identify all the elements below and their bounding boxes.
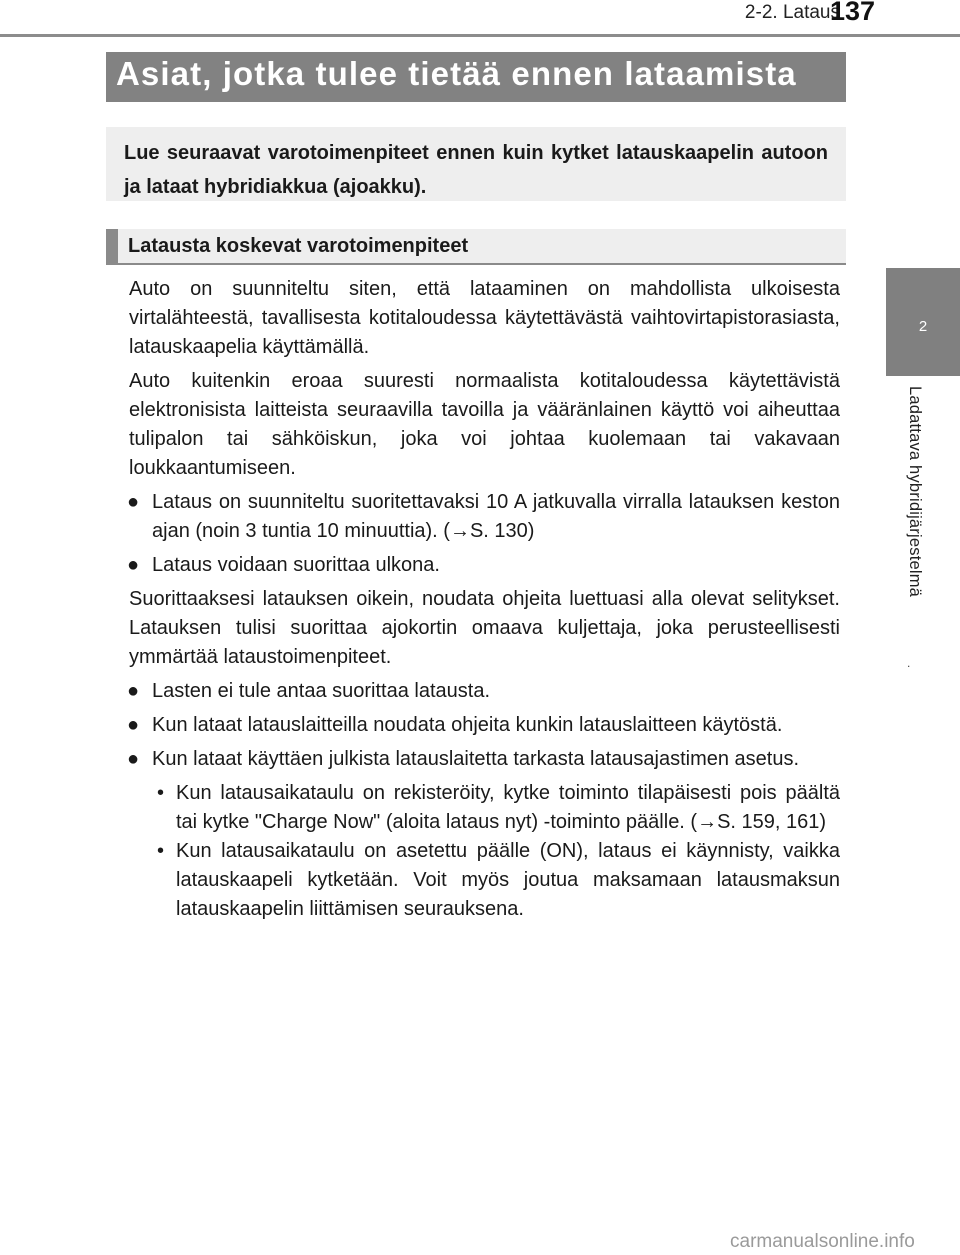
sub-bullet-text: Kun latausaikataulu on asetettu päälle (ON), lataus ei käynnisty, vaikka latauskaapeli kytketään. Voit myös joutua maksamaan latausmaksun latauskaapelin liittämisen seurauksena. [176,840,840,920]
side-tick-mark: . [907,656,911,670]
page-title: Asiat, jotka tulee tietää ennen lataamista [116,55,797,92]
header-divider [0,34,960,37]
bullet-text: Kun lataat käyttäen julkista latauslaitetta tarkasta latausajastimen asetus. [152,748,800,770]
bullet-icon: ● [127,714,140,736]
dot-icon: • [157,782,165,804]
bullet-icon: ● [127,554,140,576]
sub-bullet-item [152,837,840,924]
bullet-text: Lataus voidaan suorittaa ulkona. [152,554,440,576]
page-number: 137 [829,0,875,26]
bullet-text: Kun lataat latauslaitteilla noudata ohjeita kunkin latauslaitteen käytöstä. [152,714,783,736]
subheading: Latausta koskevat varotoimenpiteet [128,235,469,257]
sub-bullet-item [152,779,840,837]
sub-bullet-text: Kun latausaikataulu on rekisteröity, kytke toiminto tilapäisesti pois päältä tai kytke "Charge Now" (aloita lataus nyt) -toiminto päälle. (→S. 159, 161) [176,782,840,833]
dot-icon: • [157,840,165,862]
bullet-item [129,711,840,740]
bullet-text: Lasten ei tule antaa suorittaa latausta. [152,680,491,702]
bullet-item [129,551,840,580]
intro-box: Lue seuraavat varotoimenpiteet ennen kuin kytket latauskaapelin autoon ja lataat hybridiakkua (ajoakku). [106,127,846,201]
chapter-tab [886,268,960,376]
subheading-box [106,229,846,265]
subheading-accent [106,229,118,263]
page-title-bar [106,52,846,102]
bullet-item [129,677,840,706]
paragraph: Suorittaaksesi latauksen oikein, noudata ohjeita luettuasi alla olevat selitykset. Latauksen tulisi suorittaa ajokortin omaava kuljettaja, joka perusteellisesti ymmärtää lataustoimenpiteet. [129,588,840,668]
bullet-item [129,488,840,546]
bullet-item [129,745,840,774]
chapter-title-vertical: Ladattava hybridijärjestelmä [906,386,924,598]
bullet-icon: ● [127,680,140,702]
chapter-number: 2 [918,318,928,335]
paragraph: Auto on suunniteltu siten, että lataaminen on mahdollista ulkoisesta virtalähteestä, tavallisesta kotitaloudessa käytettävästä vaihtovirtapistorasiasta, latauskaapelia käyttämällä. [129,278,840,358]
bullet-icon: ● [127,491,140,513]
bullet-text: Lataus on suunniteltu suoritettavaksi 10 A jatkuvalla virralla latauksen keston ajan (noin 3 tuntia 10 minuuttia). (→S. 130) [152,491,840,542]
paragraph: Auto kuitenkin eroaa suuresti normaalista kotitaloudessa käytettävistä elektronisista laitteista seuraavilla tavoilla ja vääränlainen käyttö voi aiheuttaa tulipalon tai sähköiskun, joka voi johtaa kuolemaan tai vakavaan loukkaantumiseen. [129,370,840,479]
section-label: 2-2. Lataus [744,2,840,23]
watermark: carmanualsonline.info [730,1231,915,1252]
body-text [129,275,840,924]
sub-list [129,779,840,924]
bullet-icon: ● [127,748,140,770]
